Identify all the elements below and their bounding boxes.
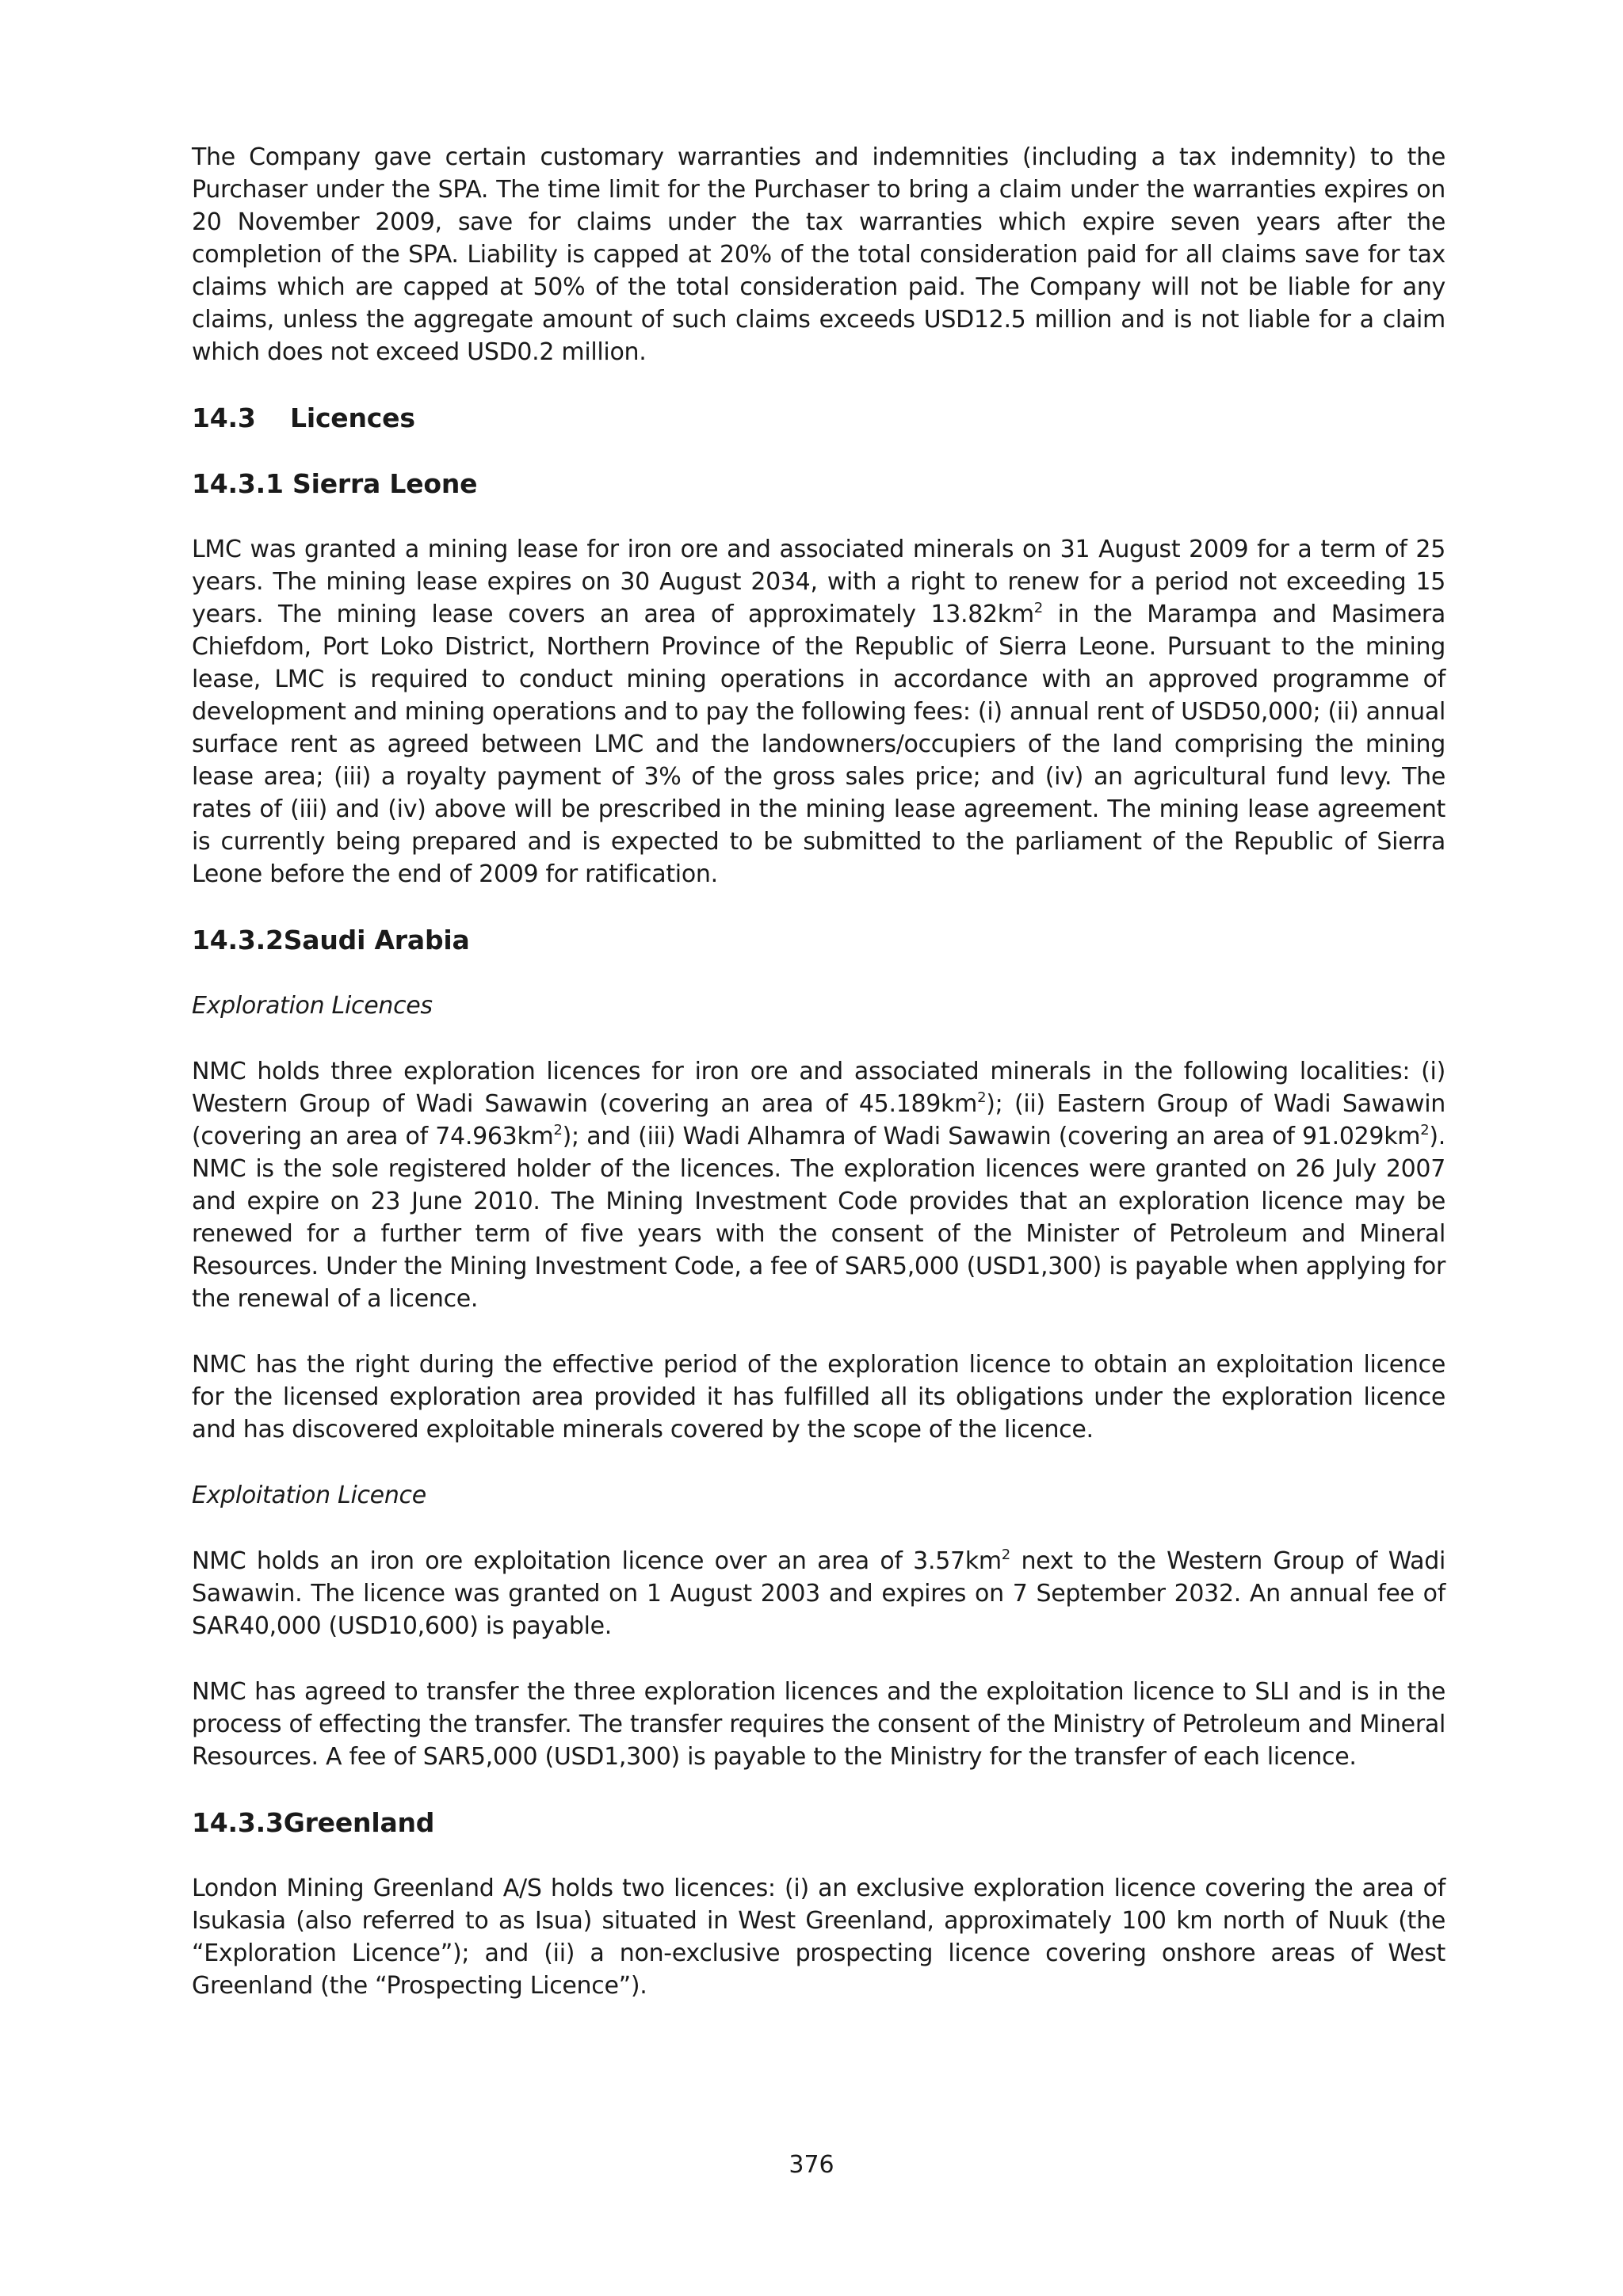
subheading-exploration-licences: Exploration Licences [192,992,433,1020]
heading-sierra-leone [192,467,1445,500]
heading-number: 14.3.2 [192,925,284,955]
heading-licences [192,402,1445,434]
superscript: 2 [1033,600,1043,616]
page-number: 376 [789,2151,834,2179]
text-run: in the Marampa and Masimera Chiefdom, Port Loko District, Northern Province of the Republic of Sierra Leone. Pursuant to the mining lease, LMC is required to conduct mining operations in accordance with an approved programme of development and mining operations and to pay the following fees: (i) annual rent of USD50,000; (ii) annual surface rent as agreed between LMC and the landowners/occupiers of the land comprising the mining lease area; (iii) a royalty payment of 3% of the gross sales price; and (iv) an agricultural fund levy. The rates of (iii) and (iv) above will be prescribed in the mining lease agreement. The mining lease agreement is currently being prepared and is expected to be submitted to the parliament of the Republic of Sierra Leone before the end of 2009 for ratification. [192,601,1445,888]
page-content [192,141,1445,2002]
superscript: 2 [1420,1122,1430,1138]
heading-number: 14.3.1 [192,468,284,499]
heading-saudi-arabia [192,924,1445,956]
superscript: 2 [977,1089,987,1106]
text-run: ). NMC is the sole registered holder of the licences. The exploration licences were granted on 26 July 2007 and expire on 23 June 2010. The Mining Investment Code provides that an exploration licence may be renewed for a further term of five years with the consent of the Minister of Petroleum and Mineral Resources. Under the Mining Investment Code, a fee of SAR5,000 (USD1,300) is payable when applying for the renewal of a licence. [192,1123,1445,1313]
heading-title: Saudi Arabia [283,925,470,955]
heading-title: Sierra Leone [292,468,478,499]
text-run: ); and (iii) Wadi Alhamra of Wadi Sawawin (covering an area of 91.029km [562,1123,1421,1150]
text-run: LMC was granted a mining lease for iron ore and associated minerals on 31 August 2009 for a term of 25 years. The mining lease expires on 30 August 2034, with a right to renew for a period not exceeding 15 years. The mining lease covers an area of approximately 13.82km [192,536,1445,628]
heading-title: Licences [290,402,415,433]
superscript: 2 [1001,1547,1010,1563]
paragraph-transfer: NMC has agreed to transfer the three exploration licences and the exploitation licence to SLI and is in the process of effecting the transfer. The transfer requires the consent of the Ministry of Petroleum and Mineral Resources. A fee of SAR5,000 (USD1,300) is payable to the Ministry for the transfer of each licence. [192,1678,1445,1771]
text-run: NMC holds an iron ore exploitation licence over an area of 3.57km [192,1547,1002,1575]
paragraph-exploration-licences [192,1055,1445,1315]
text-run: next to the Western Group of Wadi Sawawin. The licence was granted on 1 August 2003 and expires on 7 September 2032. An annual fee of SAR40,000 (USD10,600) is payable. [192,1547,1446,1640]
heading-number: 14.3.3 [192,1807,284,1838]
text-run: ); (ii) Eastern Group of Wadi Sawawin (covering an area of 74.963km [192,1090,1445,1150]
heading-number: 14.3 [192,402,256,433]
paragraph-exploitation-right: NMC has the right during the effective period of the exploration licence to obtain an exploitation licence for the licensed exploration area provided it has fulfilled all its obligations under the exploration licence and has discovered exploitable minerals covered by the scope of the licence. [192,1351,1445,1444]
paragraph-sierra-leone [192,533,1445,891]
superscript: 2 [553,1122,563,1138]
heading-title: Greenland [283,1807,435,1838]
text-run: NMC holds three exploration licences for iron ore and associated minerals in the following localities: (i) Western Group of Wadi Sawawin (covering an area of 45.189km [192,1058,1445,1118]
paragraph-greenland: London Mining Greenland A/S holds two licences: (i) an exclusive exploration licence covering the area of Isukasia (also referred to as Isua) situated in West Greenland, approximately 100 km north of Nuuk (the “Exploration Licence”); and (ii) a non-exclusive prospecting licence covering onshore areas of West Greenland (the “Prospecting Licence”). [192,1875,1445,2000]
heading-greenland [192,1806,1445,1839]
paragraph-exploitation-licence [192,1545,1445,1642]
subheading-exploitation-licence: Exploitation Licence [192,1482,426,1509]
paragraph-warranties: The Company gave certain customary warranties and indemnities (including a tax indemnity) to the Purchaser under the SPA. The time limit for the Purchaser to bring a claim under the warranties expires on 20 November 2009, save for claims under the tax warranties which expire seven years after the completion of the SPA. Liability is capped at 20% of the total consideration paid for all claims save for tax claims which are capped at 50% of the total consideration paid. The Company will not be liable for any claims, unless the aggregate amount of such claims exceeds USD12.5 million and is not liable for a claim which does not exceed USD0.2 million. [192,143,1445,366]
